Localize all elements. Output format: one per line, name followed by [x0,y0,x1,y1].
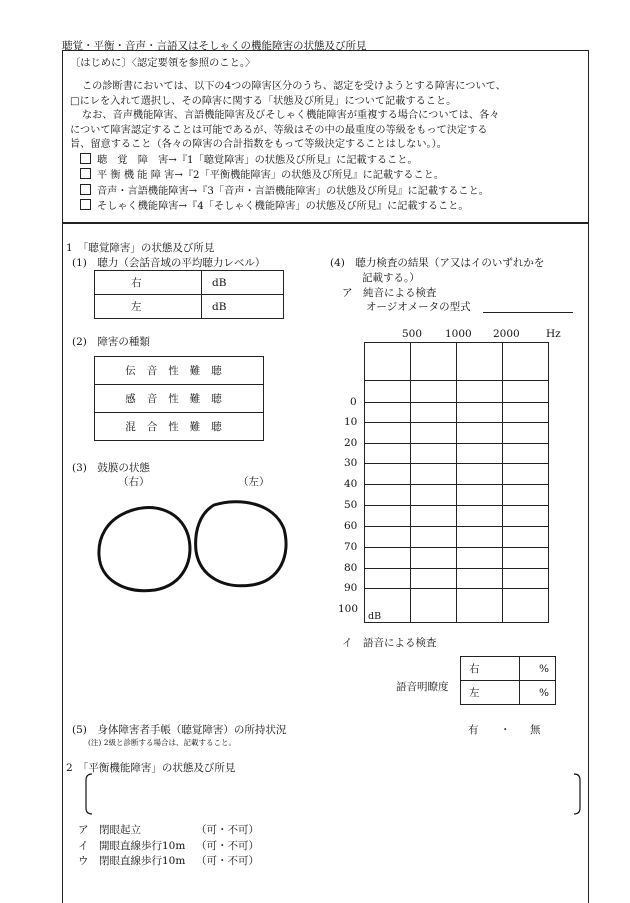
db-30: 30 [344,457,358,469]
booklet-no[interactable]: 無 [530,724,541,736]
clarity-label: 語音明瞭度 [396,681,449,693]
option-hearing[interactable]: 聴 覚 障 害→『1「聴覚障害」の状態及び所見』に記載すること。 [70,153,585,169]
balance-item-a-value[interactable]: （可・不可） [196,824,259,836]
db-20: 20 [344,437,358,449]
type-mixed[interactable]: 混合性難聴 [95,413,264,441]
booklet-yes[interactable]: 有 [468,724,479,736]
audiogram-hline [364,443,548,444]
db-100: 100 [338,603,359,615]
clarity-left-label: 左 [461,681,520,705]
audiogram-hline [364,422,548,423]
audiogram-vline [502,342,503,622]
booklet-dot: ・ [500,724,511,736]
db-40: 40 [344,478,358,490]
option-balance-checkbox[interactable] [80,168,91,179]
eardrum-left-label: （左） [238,476,270,488]
speech-test-label: イ 語音による検査 [342,637,437,649]
clarity-right-value[interactable]: % [520,657,556,681]
db-90: 90 [344,582,358,594]
intro-text [70,80,585,215]
section2-bracket-field[interactable] [84,772,584,816]
audiogram-vline [410,342,411,622]
audiogram-hline [364,568,548,569]
freq-1000: 1000 [445,328,472,340]
test-label-1: (4) 聴力検査の結果（ア又はイのいずれかを [330,257,545,269]
audiogram-hline [364,526,548,527]
clarity-left-value[interactable]: % [520,681,556,705]
db-60: 60 [344,520,358,532]
audiogram-hline [364,402,548,403]
hearing-left-value[interactable]: dB [202,295,284,319]
intro-line-4: について障害認定することは可能であるが、等級はその中の最重度の等級をもって決定する [70,124,488,136]
type-sensorineural[interactable]: 感音性難聴 [95,385,264,413]
audiogram-hline [364,484,548,485]
test-label-2: 記載する。） [362,272,420,284]
audiogram-hline [364,463,548,464]
option-mastication-checkbox[interactable] [80,199,91,210]
intro-line-5: 旨、留意すること（各々の障害の合計指数をもって等級決定することはしない。）。 [70,139,447,150]
audiometer-field[interactable] [483,312,573,313]
option-speech-checkbox[interactable] [80,184,91,195]
hearing-table [94,270,284,319]
option-hearing-checkbox[interactable] [80,153,91,164]
balance-item-c-label: ウ 閉眼直線歩行10m [78,855,186,867]
section2-heading: 2 「平衡機能障害」の状態及び所見 [66,762,236,774]
eardrum-label: (3) 鼓膜の状態 [72,462,150,474]
balance-item-a-label: ア 閉眼起立 [78,824,141,836]
booklet-label: (5) 身体障害者手帳（聴覚障害）の所持状況 [72,724,287,736]
audiogram-hline [364,588,548,589]
eardrum-right-drawing[interactable] [95,495,195,595]
balance-item-c-value[interactable]: （可・不可） [196,855,259,867]
freq-2000: 2000 [493,328,520,340]
intro-line-1: この診断書においては、以下の4つの障害区分のうち、認定を受けようとする障害について、 [82,81,506,92]
hearing-right-value[interactable]: dB [202,271,284,295]
db-70: 70 [344,541,358,553]
hearing-label: (1) 聴力（会話音域の平均聴力レベル） [72,257,266,269]
clarity-table [460,656,556,705]
pure-tone-label: ア 純音による検査 [342,287,437,299]
disability-type-table [94,356,264,441]
db-80: 80 [344,562,358,574]
option-speech[interactable]: 音声・言語機能障害→『3「音声・言語機能障害」の状態及び所見』に記載すること。 [70,184,585,200]
intro-line-3: なお、音声機能障害、言語機能障害及びそしゃく機能障害が重複する場合については、各々 [82,110,500,121]
audiogram-vline [456,342,457,622]
section1-heading: 1 「聴覚障害」の状態及び所見 [66,242,215,254]
disability-type-label: (2) 障害の種類 [72,336,150,348]
db-10: 10 [344,416,358,428]
audiometer-label: オージオメータの型式 [366,301,471,313]
db-0: 0 [350,396,357,408]
option-balance[interactable]: 平 衡 機 能 障 害→『2「平衡機能障害」の状態及び所見』に記載すること。 [70,168,585,184]
audiogram-hline [364,380,548,381]
eardrum-left-drawing[interactable] [192,493,292,593]
audiogram-hline [364,505,548,506]
intro-header: 〔はじめに〕〈認定要領を参照のこと。〉 [70,57,256,69]
audiogram-hline [364,547,548,548]
freq-unit: Hz [546,328,561,340]
option-mastication[interactable]: そしゃく機能障害→『4「そしゃく機能障害」の状態及び所見』に記載すること。 [70,199,585,215]
booklet-note: (注) 2級と診断する場合は、記載すること。 [88,738,237,747]
hearing-left-label: 左 [95,295,202,319]
page-title: 聴覚・平衡・音声・言語又はそしゃくの機能障害の状態及び所見 [62,40,367,52]
type-conductive[interactable]: 伝音性難聴 [95,357,264,385]
freq-500: 500 [402,328,423,340]
balance-item-b-label: イ 開眼直線歩行10m [78,840,186,852]
intro-line-2: □にレを入れて選択し、その障害に関する「状態及び所見」について記載すること。 [70,95,457,107]
balance-item-b-value[interactable]: （可・不可） [196,840,259,852]
db-50: 50 [344,499,358,511]
eardrum-right-label: （右） [118,476,150,488]
hearing-right-label: 右 [95,271,202,295]
db-unit: dB [368,611,382,622]
clarity-right-label: 右 [461,657,520,681]
